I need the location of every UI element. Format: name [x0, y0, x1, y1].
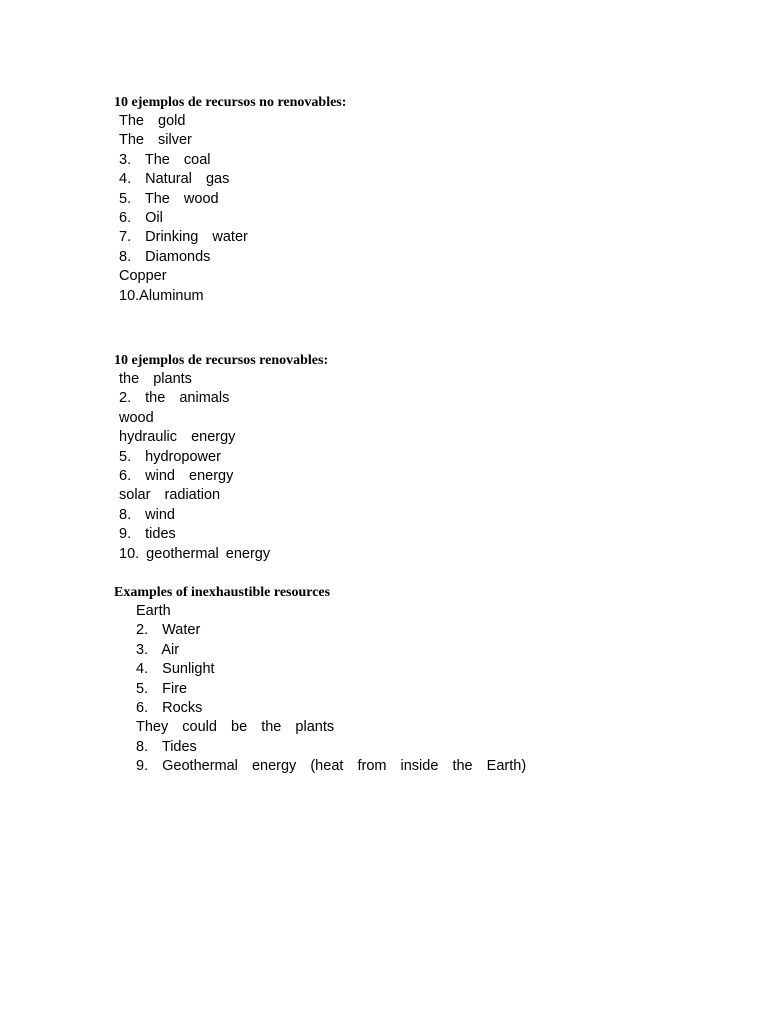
list-item: They could be the plants: [136, 719, 335, 736]
section-heading: Examples of inexhaustible resources: [114, 585, 331, 600]
list-item: 9. Geothermal energy (heat from inside the Earth): [136, 758, 527, 775]
section-heading: 10 ejemplos de recursos no renovables:: [114, 95, 347, 110]
list-item: 8. Diamonds: [119, 248, 211, 265]
list-item: 4. Sunlight: [136, 661, 215, 678]
resource-list: [114, 602, 526, 777]
list-item: The gold: [119, 113, 186, 129]
list-item: 5. Fire: [136, 680, 188, 697]
list-item: 6. Oil: [119, 209, 163, 226]
list-item: hydraulic energy: [119, 429, 236, 446]
resource-list: [114, 112, 346, 306]
list-item: 9. tides: [119, 526, 176, 543]
list-item: Earth: [136, 603, 171, 619]
section-renewable-resources: [114, 351, 328, 564]
list-item: the plants: [119, 371, 192, 387]
list-item: solar radiation: [119, 487, 221, 504]
list-item: 4. Natural gas: [119, 171, 230, 188]
resource-list: [114, 370, 328, 564]
list-item: 2. Water: [136, 622, 201, 639]
section-nonrenewable-resources: [114, 93, 346, 306]
list-item: 5. The wood: [119, 190, 219, 207]
list-item: 3. The coal: [119, 151, 211, 168]
list-item: The silver: [119, 132, 192, 149]
list-item: 7. Drinking water: [119, 229, 248, 246]
list-item: 8. wind: [119, 506, 175, 523]
section-heading: 10 ejemplos de recursos renovables:: [114, 353, 329, 368]
list-item: 2. the animals: [119, 390, 230, 407]
list-item: 10.Aluminum: [119, 287, 204, 304]
list-item: 6. Rocks: [136, 699, 203, 716]
section-inexhaustible-resources: [114, 583, 526, 777]
list-item: 5. hydropower: [119, 448, 221, 465]
list-item: 8. Tides: [136, 738, 197, 755]
list-item: Copper: [119, 268, 167, 285]
list-item: 3. Air: [136, 641, 180, 658]
list-item: wood: [119, 409, 154, 426]
list-item: 10. geothermal energy: [119, 545, 271, 562]
list-item: 6. wind energy: [119, 467, 234, 484]
